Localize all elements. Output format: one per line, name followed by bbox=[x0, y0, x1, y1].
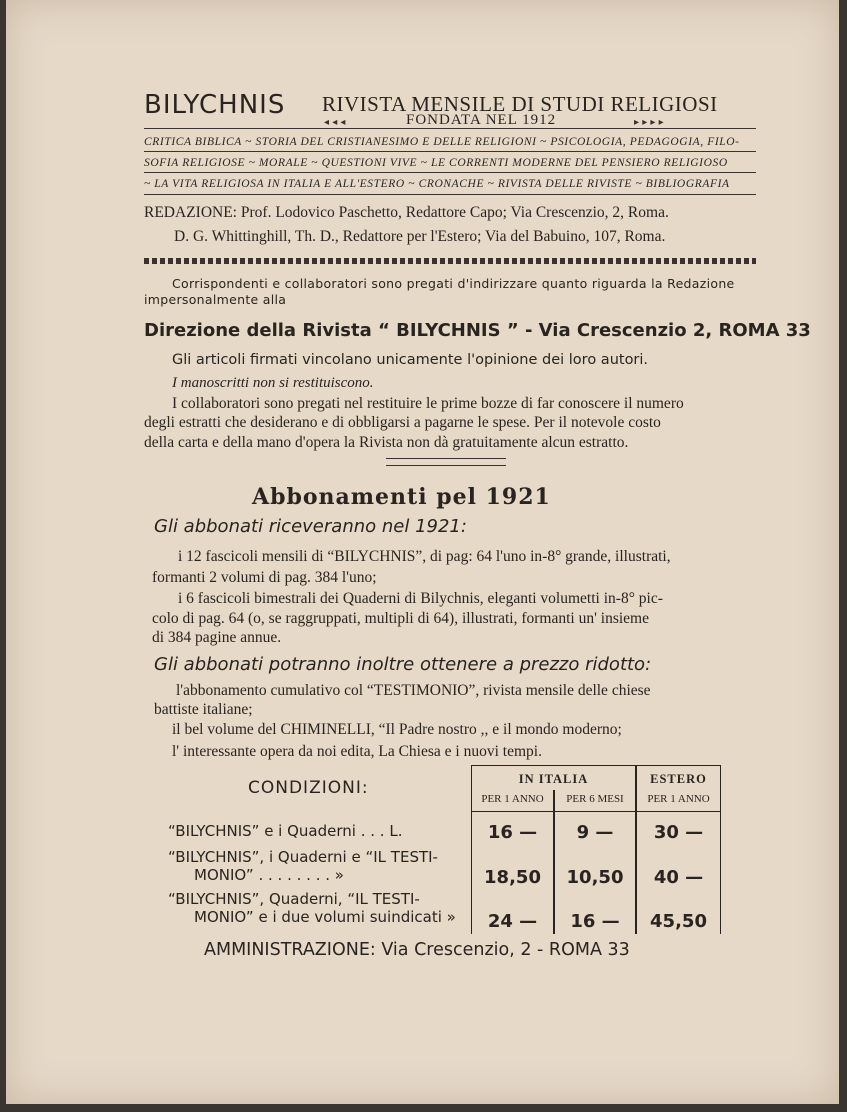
price-row-2-italia-6mesi: 10,50 bbox=[566, 867, 624, 888]
masthead-title: BILYCHNIS bbox=[144, 90, 286, 120]
topics-line-2: SOFIA RELIGIOSE ~ MORALE ~ QUESTIONI VIVE ~ LE CORRENTI MODERNE DEL PENSIERO RELIGIOSO bbox=[144, 157, 728, 169]
redazione-editor: Prof. Lodovico Paschetto, Redattore Capo; Via Crescenzio, 2, Roma. bbox=[240, 204, 669, 221]
extra-item-1a: l'abbonamento cumulativo col “TESTIMONIO”, rivista mensile delle chiese bbox=[176, 682, 651, 699]
redazione-label: REDAZIONE: bbox=[144, 204, 237, 221]
founded-line: FONDATA NEL 1912 bbox=[406, 112, 557, 128]
conditions-row-2-label-a: “BILYCHNIS”, i Quaderni e “IL TESTI- bbox=[168, 848, 438, 866]
table-header-rule bbox=[472, 811, 720, 812]
price-row-1-italia-anno: 16 — bbox=[487, 822, 538, 843]
subscription-item-2a: i 6 fascicoli bimestrali dei Quaderni di Bilychnis, eleganti volumetti in-8° pic- bbox=[178, 590, 663, 607]
header-estero: ESTERO bbox=[650, 772, 707, 786]
masthead-rule bbox=[144, 128, 756, 129]
topics-line-3: ~ LA VITA RELIGIOSA IN ITALIA E ALL'ESTERO ~ CRONACHE ~ RIVISTA DELLE RIVISTE ~ BIBLIOGRAFIA bbox=[144, 178, 730, 190]
subheader-6-mesi: PER 6 MESI bbox=[566, 793, 624, 805]
subheader-1-anno: PER 1 ANNO bbox=[481, 793, 544, 805]
collaborators-line-3: della carta e della mano d'opera la Rivista non dà gratuitamente alcun estratto. bbox=[144, 434, 629, 451]
extra-item-1b: battiste italiane; bbox=[154, 701, 253, 718]
subscription-item-1a: i 12 fascicoli mensili di “BILYCHNIS”, di pag: 64 l'uno in-8° grande, illustrati, bbox=[178, 548, 671, 565]
topics-rule-1 bbox=[144, 151, 756, 152]
arrows-left-ornament: ◂ ◂ ◂ bbox=[324, 117, 346, 128]
conditions-row-2-label-b: MONIO” . . . . . . . . » bbox=[194, 866, 344, 884]
redazione-line-2: D. G. Whittinghill, Th. D., Redattore per l'Estero; Via del Babuino, 107, Roma. bbox=[174, 228, 666, 245]
price-row-1-estero: 30 — bbox=[653, 822, 704, 843]
page-sheet bbox=[6, 0, 839, 1104]
subscriptions-heading-1: Gli abbonati riceveranno nel 1921: bbox=[154, 516, 467, 537]
price-row-1-italia-6mesi: 9 — bbox=[576, 822, 614, 843]
collaborators-line-2: degli estratti che desiderano e di obbligarsi a pagarne le spese. Per il notevole costo bbox=[144, 414, 661, 431]
dotted-separator bbox=[144, 258, 756, 264]
administration-address: AMMINISTRAZIONE: Via Crescenzio, 2 - ROMA 33 bbox=[204, 940, 630, 960]
price-row-2-estero: 40 — bbox=[653, 867, 704, 888]
subheader-estero-1-anno: PER 1 ANNO bbox=[647, 793, 710, 805]
arrows-right-ornament: ▸ ▸ ▸ ▸ bbox=[634, 117, 664, 128]
subscription-item-2b: colo di pag. 64 (o, se raggruppati, multipli di 64), illustrati, formanti un' insieme bbox=[152, 610, 649, 627]
page-content bbox=[6, 0, 839, 1104]
topics-rule-2 bbox=[144, 172, 756, 173]
collaborators-line-1: I collaboratori sono pregati nel restituire le prime bozze di far conoscere il numero bbox=[172, 395, 684, 412]
topics-line-1: CRITICA BIBLICA ~ STORIA DEL CRISTIANESIMO E DELLE RELIGIONI ~ PSICOLOGIA, PEDAGOGIA, FILO- bbox=[144, 136, 740, 148]
conditions-row-3-label-a: “BILYCHNIS”, Quaderni, “IL TESTI- bbox=[168, 890, 420, 908]
notice-line-2: impersonalmente alla bbox=[144, 292, 287, 307]
subscription-item-1b: formanti 2 volumi di pag. 384 l'uno; bbox=[152, 569, 377, 586]
notice-line-1: Corrispondenti e collaboratori sono pregati d'indirizzare quanto riguarda la Redazione bbox=[172, 276, 735, 291]
subscriptions-title: Abbonamenti pel 1921 bbox=[252, 484, 551, 510]
manuscripts-note: I manoscritti non si restituiscono. bbox=[172, 375, 374, 391]
topics-rule-3 bbox=[144, 194, 756, 195]
price-row-2-italia-anno: 18,50 bbox=[484, 867, 541, 888]
header-italia: IN ITALIA bbox=[518, 772, 589, 786]
articles-note: Gli articoli firmati vincolano unicamente l'opinione dei loro autori. bbox=[172, 352, 649, 368]
extra-item-3: l' interessante opera da noi edita, La Chiesa e i nuovi tempi. bbox=[172, 743, 542, 760]
subscriptions-heading-2: Gli abbonati potranno inoltre ottenere a prezzo ridotto: bbox=[154, 654, 652, 675]
masthead-subtitle: RIVISTA MENSILE DI STUDI RELIGIOSI bbox=[322, 92, 718, 116]
price-row-3-italia-anno: 24 — bbox=[487, 911, 538, 932]
conditions-title: CONDIZIONI: bbox=[248, 778, 369, 798]
conditions-row-3-label-b: MONIO” e i due volumi suindicati » bbox=[194, 908, 456, 926]
extra-item-2: il bel volume del CHIMINELLI, “Il Padre nostro ,, e il mondo moderno; bbox=[172, 721, 622, 738]
conditions-row-1-label: “BILYCHNIS” e i Quaderni . . . L. bbox=[168, 822, 403, 840]
double-rule-separator bbox=[386, 458, 506, 466]
redazione-line-1 bbox=[144, 204, 669, 222]
price-row-3-estero: 45,50 bbox=[650, 911, 707, 932]
direzione-address: Direzione della Rivista “ BILYCHNIS ” - Via Crescenzio 2, ROMA 33 bbox=[144, 320, 811, 341]
table-divider-estero bbox=[635, 766, 637, 934]
price-row-3-italia-6mesi: 16 — bbox=[570, 911, 620, 932]
price-table bbox=[471, 765, 721, 934]
subscription-item-2c: di 384 pagine annue. bbox=[152, 629, 282, 646]
